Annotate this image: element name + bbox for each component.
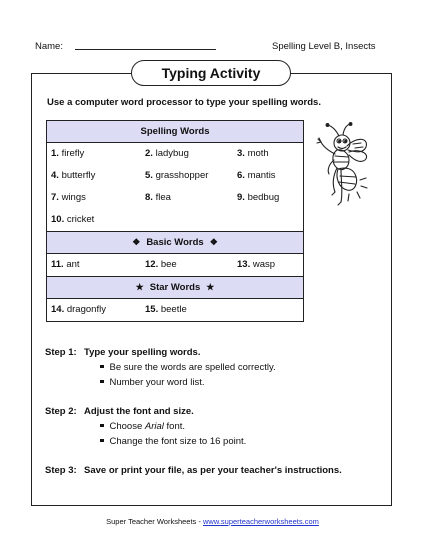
step-3: Step 3: Save or print your file, as per your teacher's instructions.	[45, 465, 342, 476]
word-9: 9. bedbug	[237, 192, 280, 203]
word-11: 11. ant	[51, 259, 80, 270]
basic-words-cell	[47, 254, 304, 277]
diamond-icon: ❖	[132, 237, 141, 247]
step-2-bullet-1: Choose Arial font.	[100, 421, 185, 432]
step-2-bullet-2: Change the font size to 16 point.	[100, 436, 246, 447]
spelling-words-group	[47, 143, 304, 232]
firefly-cartoon-icon	[311, 122, 385, 208]
word-12: 12. bee	[145, 259, 177, 270]
word-10: 10. cricket	[51, 214, 95, 225]
basic-words-header-row	[47, 232, 304, 254]
word-row	[51, 254, 303, 276]
footer-link[interactable]: www.superteacherworksheets.com	[202, 517, 319, 526]
star-icon: ★	[206, 282, 215, 292]
bullet-icon	[100, 424, 104, 428]
spelling-words-header: Spelling Words	[47, 121, 304, 143]
diamond-icon: ❖	[209, 237, 218, 247]
word-1: 1. firefly	[51, 148, 85, 159]
word-5: 5. grasshopper	[145, 170, 209, 181]
word-15: 15. beetle	[145, 304, 187, 315]
bullet-icon	[100, 365, 104, 369]
name-label: Name:	[35, 41, 63, 52]
star-words-group	[47, 299, 304, 322]
star-words-cell	[47, 299, 304, 322]
step-1: Step 1: Type your spelling words.	[45, 347, 201, 358]
bullet-icon	[100, 380, 104, 384]
word-row	[51, 165, 303, 187]
step-1-bullet-1: Be sure the words are spelled correctly.	[100, 362, 276, 373]
word-3: 3. moth	[237, 148, 269, 159]
word-4: 4. butterfly	[51, 170, 96, 181]
step-2: Step 2: Adjust the font and size.	[45, 406, 194, 417]
basic-words-header: ❖ Basic Words ❖	[47, 232, 304, 254]
star-words-header: ★ Star Words ★	[47, 277, 304, 299]
word-7: 7. wings	[51, 192, 86, 203]
spelling-table	[46, 120, 304, 322]
spelling-words-header-row	[47, 121, 304, 143]
worksheet-title: Spelling Level B, Insects	[272, 41, 376, 52]
word-13: 13. wasp	[237, 259, 276, 270]
page-title: Typing Activity	[131, 60, 291, 86]
spelling-words-cell	[47, 143, 304, 232]
basic-words-group	[47, 254, 304, 277]
word-row	[51, 299, 303, 321]
word-row	[51, 209, 303, 231]
name-line	[75, 49, 216, 50]
footer: Super Teacher Worksheets - www.superteacherworksheets.com	[106, 517, 319, 526]
word-6: 6. mantis	[237, 170, 276, 181]
step-1-bullet-2: Number your word list.	[100, 377, 205, 388]
star-words-header-row	[47, 277, 304, 299]
word-8: 8. flea	[145, 192, 171, 203]
word-row	[51, 187, 303, 209]
instruction-text: Use a computer word processor to type your spelling words.	[47, 97, 321, 108]
bullet-icon	[100, 439, 104, 443]
word-14: 14. dragonfly	[51, 304, 106, 315]
star-icon: ★	[135, 282, 144, 292]
word-2: 2. ladybug	[145, 148, 189, 159]
word-row	[51, 143, 303, 165]
